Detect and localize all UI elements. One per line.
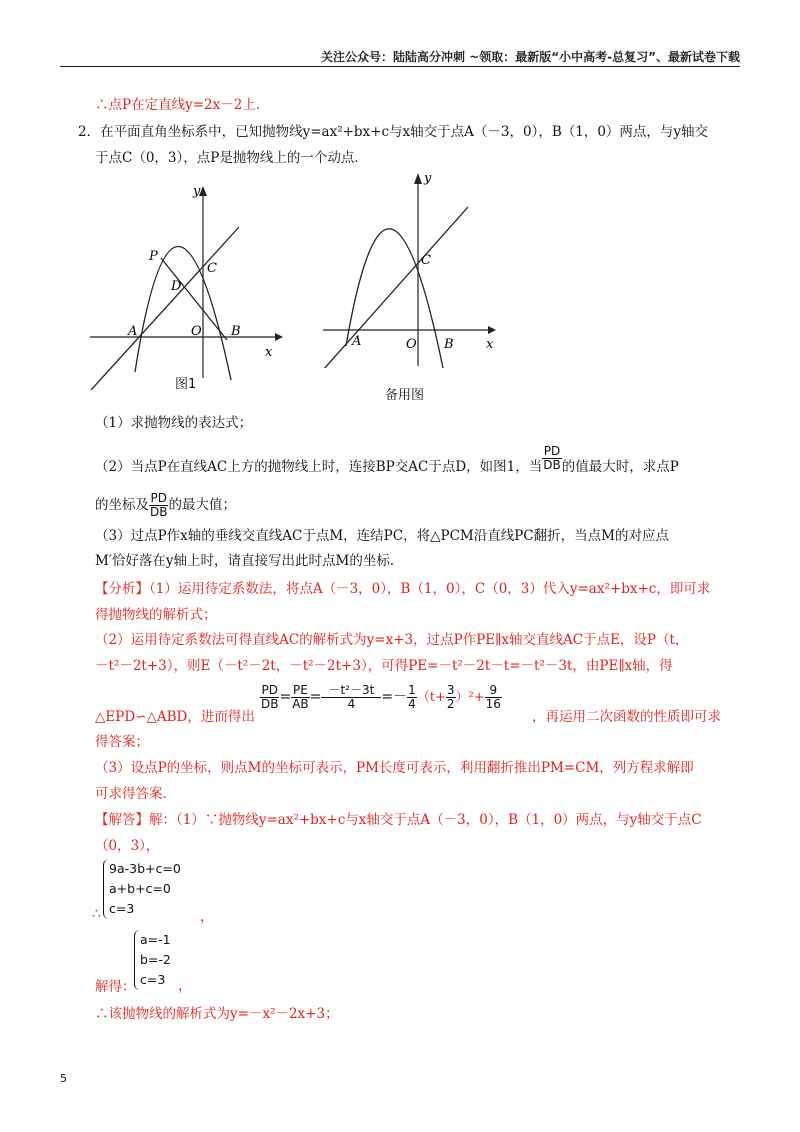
page-header: 关注公众号：陆陆高分冲刺 ~领取：最新版“小中高考-总复习”、最新试卷下载 [321,50,740,64]
system-equation: c=3 [109,901,135,916]
analysis-line5-a: △EPD∽△ABD，进而得出 [95,709,255,725]
solution-value: a=-1 [140,932,171,947]
label-o: O [191,324,202,339]
analysis-line5-b: ，再运用二次函数的性质即可求 [532,709,721,725]
line-ac [91,227,239,390]
eq-fraction-t [321,684,381,711]
fraction-pd-db [542,445,561,472]
solution-line1 [95,811,702,829]
eq-numerator: PD [261,683,278,697]
label-x: x [265,345,273,360]
problem-statement-line2: 于点C（0，3），点P是抛物线上的一个动点． [95,150,368,166]
solution-value: b=-2 [140,952,171,967]
eq-fraction-pe-ab [291,684,309,711]
fraction-denominator: DB [543,458,561,472]
question-2-text-a: （2）当点P在直线AC上方的抛物线上时，连接BP交AC于点D，如图1，当 [95,459,543,475]
eq-denominator: 4 [347,697,356,711]
eq-paren: （t+ [416,690,446,705]
eq-denominator: 2 [446,697,455,711]
label-b: B [231,324,241,339]
question-2-text-d: 的最大值； [168,497,236,513]
eq-fraction-pd-db [260,684,279,711]
analysis-line1 [95,580,710,598]
eq-fraction-9-16 [485,684,502,711]
solution-final: ∴该抛物线的解析式为y=－x²－2x+3； [95,1006,339,1022]
eq-numerator: －t²－3t [321,684,381,698]
equation-system-1 [103,859,181,919]
comma-2: ， [178,978,192,994]
label-a: A [352,334,362,349]
analysis-equation [260,684,502,711]
eq-fraction-1-4 [407,684,417,711]
eq-equals-minus: =－ [381,689,408,705]
system-equation: a+b+c=0 [109,881,171,896]
solution-text-1: 解：（1）∵抛物线y=ax²+bx+c与x轴交于点A（－3，0），B（1，0）两点，与y轴交于点C [149,812,702,828]
label-p: P [149,249,158,264]
figure-2-caption: 备用图 [385,388,425,403]
label-x: x [486,337,494,352]
analysis-line4: －t²－2t+3），则E（－t²－2t，－t²－2t+3），可得PE=－t²－2t－t=－t²－3t，由PE∥x轴，得 [95,658,673,674]
equation-system-2 [134,930,171,990]
previous-conclusion: ∴点P在定直线y=2x－2上． [95,97,270,113]
fraction-numerator: PD [543,444,561,458]
question-2-text-c: 的坐标及 [95,497,149,513]
question-2-line1 [95,444,679,476]
eq-equals: = [309,689,322,705]
label-a: A [128,324,138,339]
label-c: C [421,253,431,268]
analysis-line3: （2）运用待定系数法可得直线AC的解析式为y=x+3，过点P作PE∥x轴交直线AC于点E，设P（t， [95,632,689,648]
label-c: C [207,261,217,276]
therefore-symbol: ∴ [92,906,101,922]
eq-numerator: 9 [485,684,502,698]
question-2-line2 [95,492,236,519]
question-2-text-b: 的值最大时，求点P [561,459,679,475]
label-y: y [424,171,432,186]
label-o: O [406,337,417,352]
eq-fraction-3-2 [446,684,456,711]
fraction-numerator: PD [150,491,167,505]
fraction-denominator: DB [150,505,168,519]
system-equation: 9a-3b+c=0 [109,861,181,876]
analysis-line7: （3）设点P的坐标，则点M的坐标可表示，PM长度可表示，利用翻折推出PM=CM，列方程求解即 [95,760,694,776]
analysis-text-1: （1）运用待定系数法，将点A（－3，0），B（1，0），C（0，3）代入y=ax²+bx+c，即可求 [149,581,711,597]
solution-line2: （0，3）， [95,838,160,854]
eq-equals: = [279,689,292,705]
eq-denominator: AB [292,697,309,711]
figure-2-graph [318,168,508,368]
solution-tag: 【解答】 [95,812,149,828]
label-b: B [444,337,454,352]
label-d: D [171,279,182,294]
question-3-line2: M′恰好落在y轴上时，请直接写出此时点M的坐标． [95,553,404,569]
analysis-line6: 得答案； [95,734,149,750]
x-axis-arrow [488,326,496,334]
figure-1-graph [85,180,285,390]
figure-1-caption: 图1 [175,377,197,392]
eq-close: ）²+ [455,690,485,705]
eq-denominator: 4 [408,697,416,711]
problem-statement-line1: 2．在平面直角坐标系中，已知抛物线y=ax²+bx+c与x轴交于点A（－3，0），B（1，0）两点，与y轴交 [78,124,709,140]
analysis-tag: 【分析】 [95,581,149,597]
x-axis-arrow [275,333,283,341]
eq-denominator: DB [261,697,279,711]
header-rule [60,66,740,67]
analysis-line8: 可求得答案． [95,786,176,802]
eq-numerator: 3 [446,683,455,697]
eq-denominator: 16 [485,697,501,711]
question-1: （1）求抛物线的表达式； [95,415,253,431]
page-number: 5 [60,1072,67,1085]
solution-value: c=3 [140,972,166,987]
comma-1: ， [200,909,214,925]
y-axis-arrow [414,173,422,184]
fraction-pd-db-2 [149,492,168,519]
label-y: y [193,184,201,199]
analysis-line2: 得抛物线的解析式； [95,607,217,623]
eq-numerator: PE [293,683,308,697]
question-3-line1: （3）过点P作x轴的垂线交直线AC于点M，连结PC，将△PCM沿直线PC翻折，当点M的对应点 [95,528,669,544]
eq-numerator: 1 [408,683,416,697]
solve-label: 解得： [95,979,136,995]
